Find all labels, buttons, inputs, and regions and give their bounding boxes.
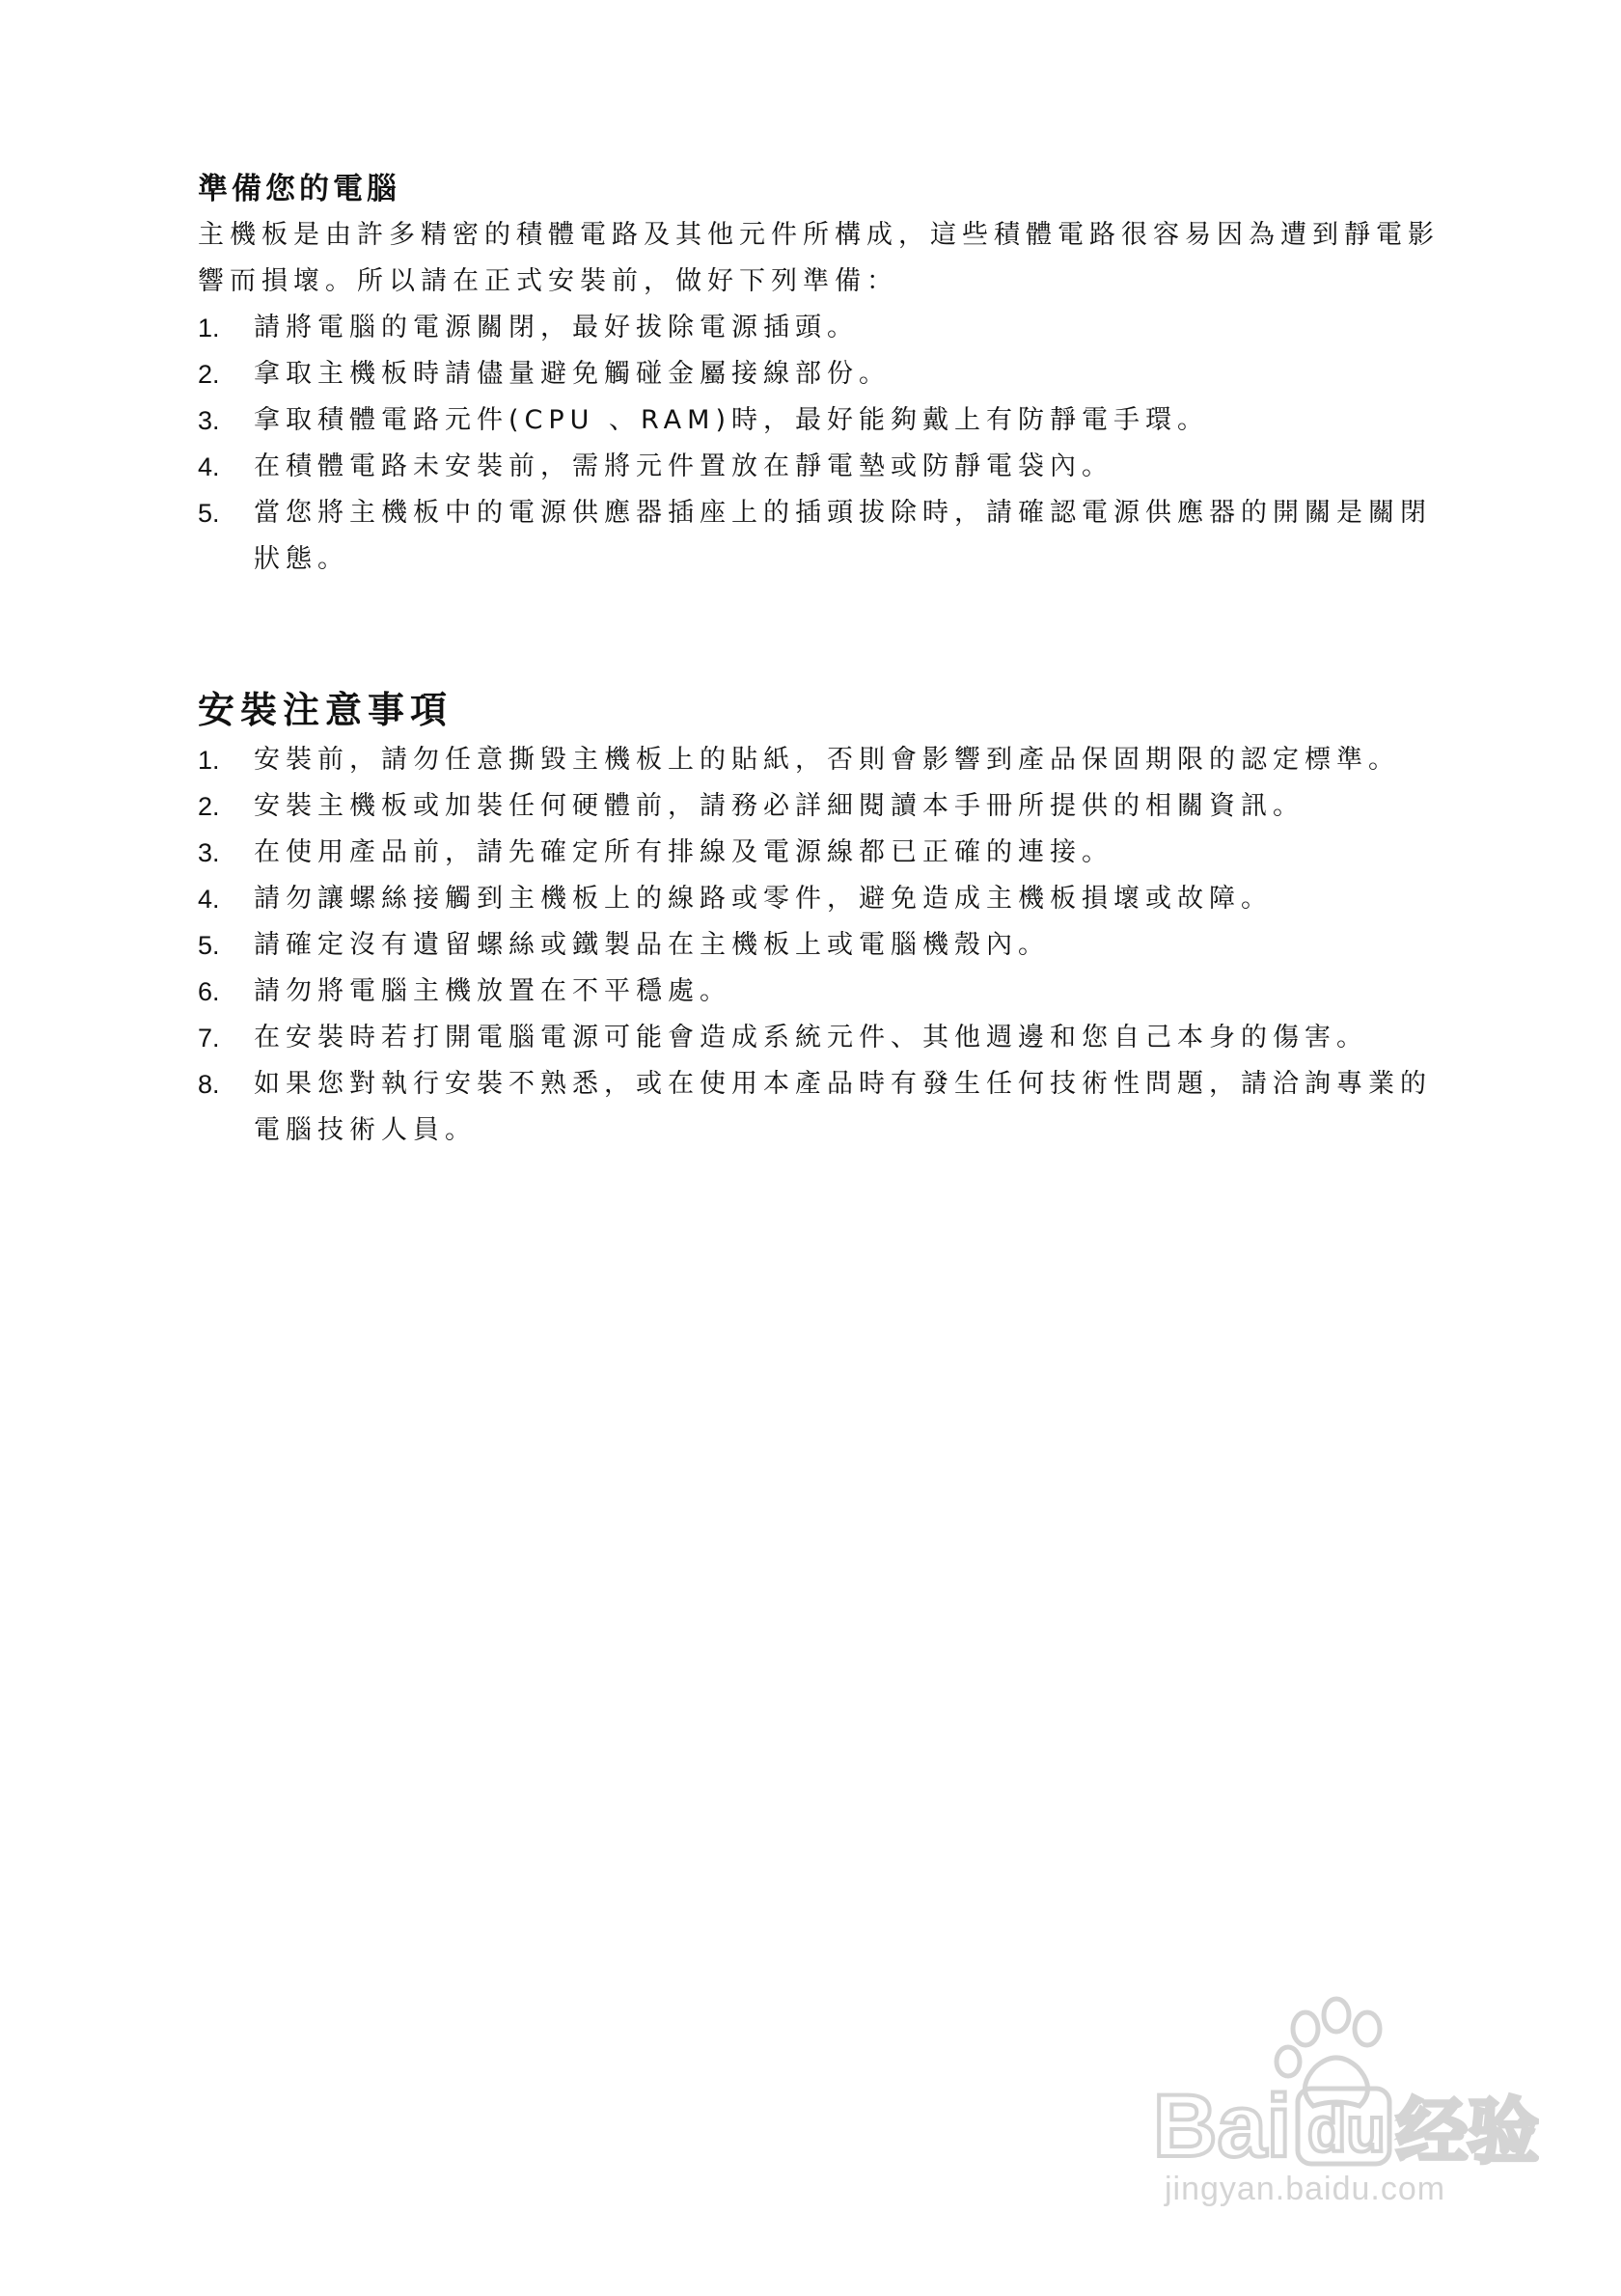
item-number: 2.: [198, 792, 220, 821]
prepare-steps-list: [198, 305, 1442, 583]
baidu-jingyan-watermark: [1153, 1992, 1539, 2224]
watermark-url: jingyan.baidu.com: [1165, 2171, 1446, 2207]
list-item: [198, 737, 1442, 783]
item-number: 4.: [198, 885, 220, 914]
svg-text:Bai: Bai: [1153, 2077, 1292, 2175]
item-number: 5.: [198, 499, 220, 528]
item-number: 6.: [198, 977, 220, 1006]
item-number: 4.: [198, 452, 220, 481]
item-number: 5.: [198, 931, 220, 960]
item-number: 1.: [198, 746, 220, 775]
item-text: 請確定沒有遺留螺絲或鐵製品在主機板上或電腦機殼內。: [254, 930, 1050, 960]
list-item: [198, 969, 1442, 1015]
list-item: [198, 490, 1442, 583]
item-text: 請勿讓螺絲接觸到主機板上的線路或零件，避免造成主機板損壞或故障。: [254, 884, 1273, 914]
section-intro: 主機板是由許多精密的積體電路及其他元件所構成，這些積體電路很容易因為遭到靜電影響而損壞。所以請在正式安裝前，做好下列準備：: [198, 220, 1440, 296]
item-text: 當您將主機板中的電源供應器插座上的插頭拔除時，請確認電源供應器的開關是關閉狀態。: [254, 498, 1432, 574]
list-item: [198, 830, 1442, 876]
list-item: [198, 397, 1442, 444]
list-item: [198, 305, 1442, 351]
item-text: 請將電腦的電源關閉，最好拔除電源插頭。: [254, 313, 859, 342]
list-item: [198, 876, 1442, 922]
installation-notes-list: [198, 737, 1442, 1154]
list-item: [198, 922, 1442, 969]
section-heading-prepare: 準備您的電腦: [198, 172, 400, 206]
item-text: 拿取主機板時請儘量避免觸碰金屬接線部份。: [254, 359, 891, 389]
item-text: 請勿將電腦主機放置在不平穩處。: [254, 976, 731, 1006]
item-number: 3.: [198, 406, 220, 435]
section-heading-installation: 安裝注意事項: [198, 688, 453, 731]
item-number: 1.: [198, 314, 220, 342]
baidu-paw-logo-icon: [1153, 1992, 1539, 2185]
item-text: 安裝主機板或加裝任何硬體前，請務必詳細閱讀本手冊所提供的相關資訊。: [254, 791, 1305, 821]
section-prepare-computer: [198, 166, 1442, 583]
item-text: 在安裝時若打開電腦電源可能會造成系統元件、其他週邊和您自己本身的傷害。: [254, 1023, 1368, 1052]
svg-text:du: du: [1307, 2093, 1386, 2165]
item-text: 在使用產品前，請先確定所有排線及電源線都已正確的連接。: [254, 837, 1113, 867]
item-text: 如果您對執行安裝不熟悉，或在使用本產品時有發生任何技術性問題，請洽詢專業的電腦技術人員。: [254, 1069, 1432, 1145]
section-installation-notes: [198, 683, 1442, 1154]
item-number: 3.: [198, 838, 220, 867]
item-number: 2.: [198, 360, 220, 389]
item-text: 在積體電路未安裝前，需將元件置放在靜電墊或防靜電袋內。: [254, 451, 1113, 481]
list-item: [198, 1061, 1442, 1154]
list-item: [198, 783, 1442, 830]
item-number: 7.: [198, 1024, 220, 1052]
list-item: [198, 351, 1442, 397]
list-item: [198, 1015, 1442, 1061]
item-text: 拿取積體電路元件(CPU 、RAM)時，最好能夠戴上有防靜電手環。: [254, 405, 1209, 435]
item-number: 8.: [198, 1070, 220, 1099]
svg-text:经验: 经验: [1396, 2091, 1539, 2173]
item-text: 安裝前，請勿任意撕毀主機板上的貼紙，否則會影響到產品保固期限的認定標準。: [254, 745, 1400, 775]
list-item: [198, 444, 1442, 490]
